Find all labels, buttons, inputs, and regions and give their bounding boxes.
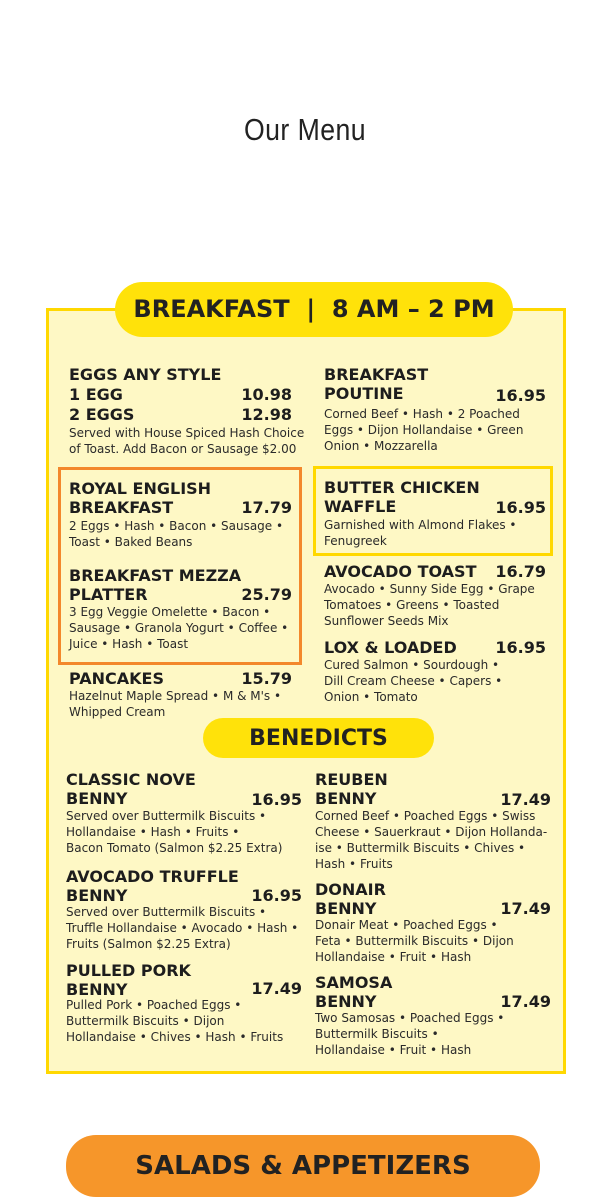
item-desc-reuben-benny: Corned Beef • Poached Eggs • Swiss Cheese • Sauerkraut • Dijon Hollanda- ise • Buttermilk Biscuits • Chives • Hash • Fruits [315,809,548,871]
item-name-pancakes: PANCAKES [69,669,165,688]
item-name-avocado-truffle-benny: AVOCADO TRUFFLE BENNY [66,867,239,905]
item-desc-pancakes: Hazelnut Maple Spread • M & M's • Whipped Cream [69,689,282,719]
item-desc-samosa-benny: Two Samosas • Poached Eggs • Buttermilk Biscuits • Hollandaise • Fruit • Hash [315,1011,505,1057]
item-price-1-egg: 10.98 [241,385,292,404]
item-name-pulled-pork-benny: PULLED PORK BENNY [66,961,191,999]
item-name-lox-and-loaded: LOX & LOADED [324,638,457,657]
item-name-1-egg: 1 EGG [69,385,123,404]
item-price-butter-chicken-waffle: 16.95 [495,498,546,517]
item-name-royal-english: ROYAL ENGLISH BREAKFAST [69,479,212,517]
item-desc-eggs-any-style: Served with House Spiced Hash Choice of Toast. Add Bacon or Sausage $2.00 [69,426,305,456]
item-price-classic-nove-benny: 16.95 [251,790,302,809]
item-price-pancakes: 15.79 [241,669,292,688]
item-name-eggs-any-style: EGGS ANY STYLE [69,365,222,384]
item-name-breakfast-mezza: BREAKFAST MEZZA PLATTER [69,566,242,604]
item-price-2-eggs: 12.98 [241,405,292,424]
item-name-donair-benny: DONAIR BENNY [315,880,386,918]
item-desc-breakfast-poutine: Corned Beef • Hash • 2 Poached Eggs • Dijon Hollandaise • Green Onion • Mozzarella [324,407,524,453]
item-name-avocado-toast: AVOCADO TOAST [324,562,477,581]
item-price-avocado-toast: 16.79 [495,562,546,581]
item-price-reuben-benny: 17.49 [500,790,551,809]
item-price-royal-english: 17.79 [241,498,292,517]
item-desc-avocado-toast: Avocado • Sunny Side Egg • Grape Tomatoes • Greens • Toasted Sunflower Seeds Mix [324,582,535,628]
item-name-2-eggs: 2 EGGS [69,405,135,424]
salads-appetizers-section-header: SALADS & APPETIZERS [66,1135,540,1197]
item-desc-butter-chicken-waffle: Garnished with Almond Flakes • Fenugreek [324,518,517,548]
item-price-breakfast-poutine: 16.95 [495,386,546,405]
item-desc-pulled-pork-benny: Pulled Pork • Poached Eggs • Buttermilk Biscuits • Dijon Hollandaise • Chives • Hash • Fruits [66,998,284,1044]
item-price-donair-benny: 17.49 [500,899,551,918]
item-name-reuben-benny: REUBEN BENNY [315,770,388,808]
item-desc-lox-and-loaded: Cured Salmon • Sourdough • Dill Cream Cheese • Capers • Onion • Tomato [324,658,503,704]
item-price-lox-and-loaded: 16.95 [495,638,546,657]
item-desc-donair-benny: Donair Meat • Poached Eggs • Feta • Buttermilk Biscuits • Dijon Hollandaise • Fruit • Hash [315,918,514,964]
item-price-pulled-pork-benny: 17.49 [251,979,302,998]
breakfast-section-header: BREAKFAST | 8 AM – 2 PM [115,282,513,337]
item-name-breakfast-poutine: BREAKFAST POUTINE [324,365,429,403]
benedicts-section-header: BENEDICTS [203,718,434,758]
item-price-avocado-truffle-benny: 16.95 [251,886,302,905]
item-name-samosa-benny: SAMOSA BENNY [315,973,393,1011]
item-price-breakfast-mezza: 25.79 [241,585,292,604]
item-desc-royal-english: 2 Eggs • Hash • Bacon • Sausage • Toast • Baked Beans [69,519,284,549]
item-desc-avocado-truffle-benny: Served over Buttermilk Biscuits • Truffle Hollandaise • Avocado • Hash • Fruits (Salmon $2.25 Extra) [66,905,299,951]
item-desc-breakfast-mezza: 3 Egg Veggie Omelette • Bacon • Sausage • Granola Yogurt • Coffee • Juice • Hash • Toast [69,605,289,651]
item-desc-classic-nove-benny: Served over Buttermilk Biscuits • Hollandaise • Hash • Fruits • Bacon Tomato (Salmon $2.25 Extra) [66,809,283,855]
item-price-samosa-benny: 17.49 [500,992,551,1011]
page-title: Our Menu [244,112,366,147]
item-name-classic-nove-benny: CLASSIC NOVE BENNY [66,770,196,808]
item-name-butter-chicken-waffle: BUTTER CHICKEN WAFFLE [324,478,480,516]
